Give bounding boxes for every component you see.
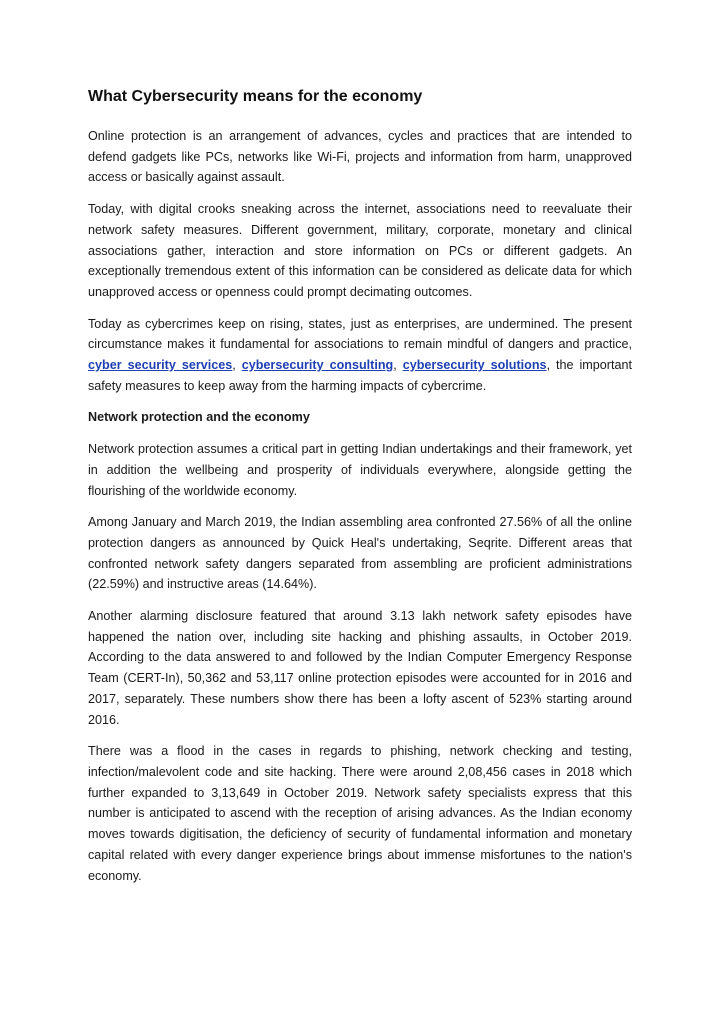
link-separator: , xyxy=(546,358,551,373)
section-heading: Network protection and the economy xyxy=(88,410,310,425)
link-separator: , xyxy=(393,358,397,373)
paragraph-intro: Online protection is an arrangement of advances, cycles and practices that are intended to defend gadgets like PCs, networks like Wi-Fi, projects and information from harm, unapproved access or basically against assault. xyxy=(88,129,632,185)
link-cyber-security-services[interactable]: cyber security services xyxy=(88,358,233,373)
link-cybersecurity-consulting[interactable]: cybersecurity consulting xyxy=(241,358,394,373)
document-title: What Cybersecurity means for the economy xyxy=(88,88,423,105)
link-separator: , xyxy=(232,358,236,373)
paragraph-alarming-disclosure: Another alarming disclosure featured that around 3.13 lakh network safety episodes have happened the nation over, including site hacking and phishing assaults, in October 2019. According to the data answered to and followed by the Indian Computer Emergency Response Team (CERT-In), 50,362 and 53,117 online protection episodes were accounted for in 2016 and 2017, separately. These numbers show there has been a lofty ascent of 523% starting around 2016. xyxy=(88,609,632,727)
paragraph-cybercrimes-links xyxy=(88,314,632,397)
paragraph-statistics-2019: Among January and March 2019, the Indian assembling area confronted 27.56% of all the online protection dangers as announced by Quick Heal's undertaking, Seqrite. Different areas that confronted network safety dangers separated from assembling are proficient administrations (22.59%) and instructive areas (14.64%). xyxy=(88,515,632,592)
paragraph-phishing-cases: There was a flood in the cases in regards to phishing, network checking and testing, infection/malevolent code and site hacking. There were around 2,08,456 cases in 2018 which further expanded to 3,13,649 in October 2019. Network safety specialists express that this number is anticipated to ascend with the reception of arising advances. As the Indian economy moves towards digitisation, the deficiency of security of fundamental information and monetary capital related with every danger experience brings about immense misfortunes to the nation's economy. xyxy=(88,744,632,883)
link-cybersecurity-solutions[interactable]: cybersecurity solutions xyxy=(402,358,547,373)
paragraph-text-after-links: the important safety measures to keep away from the harming impacts of cybercrime. xyxy=(88,358,632,393)
paragraph-digital-crooks: Today, with digital crooks sneaking across the internet, associations need to reevaluate their network safety measures. Different government, military, corporate, monetary and clinical associations gather, interaction and store information on PCs or different gadgets. An exceptionally tremendous extent of this information can be considered as delicate data for which unapproved access or openness could prompt decimating outcomes. xyxy=(88,202,632,299)
paragraph-text-before-links: Today as cybercrimes keep on rising, states, just as enterprises, are undermined. The present circumstance makes it fundamental for associations to remain mindful of dangers and practice, xyxy=(88,316,632,352)
document-page xyxy=(88,86,632,897)
paragraph-network-protection: Network protection assumes a critical part in getting Indian undertakings and their framework, yet in addition the wellbeing and prosperity of individuals everywhere, alongside getting the flourishing of the worldwide economy. xyxy=(88,442,632,498)
